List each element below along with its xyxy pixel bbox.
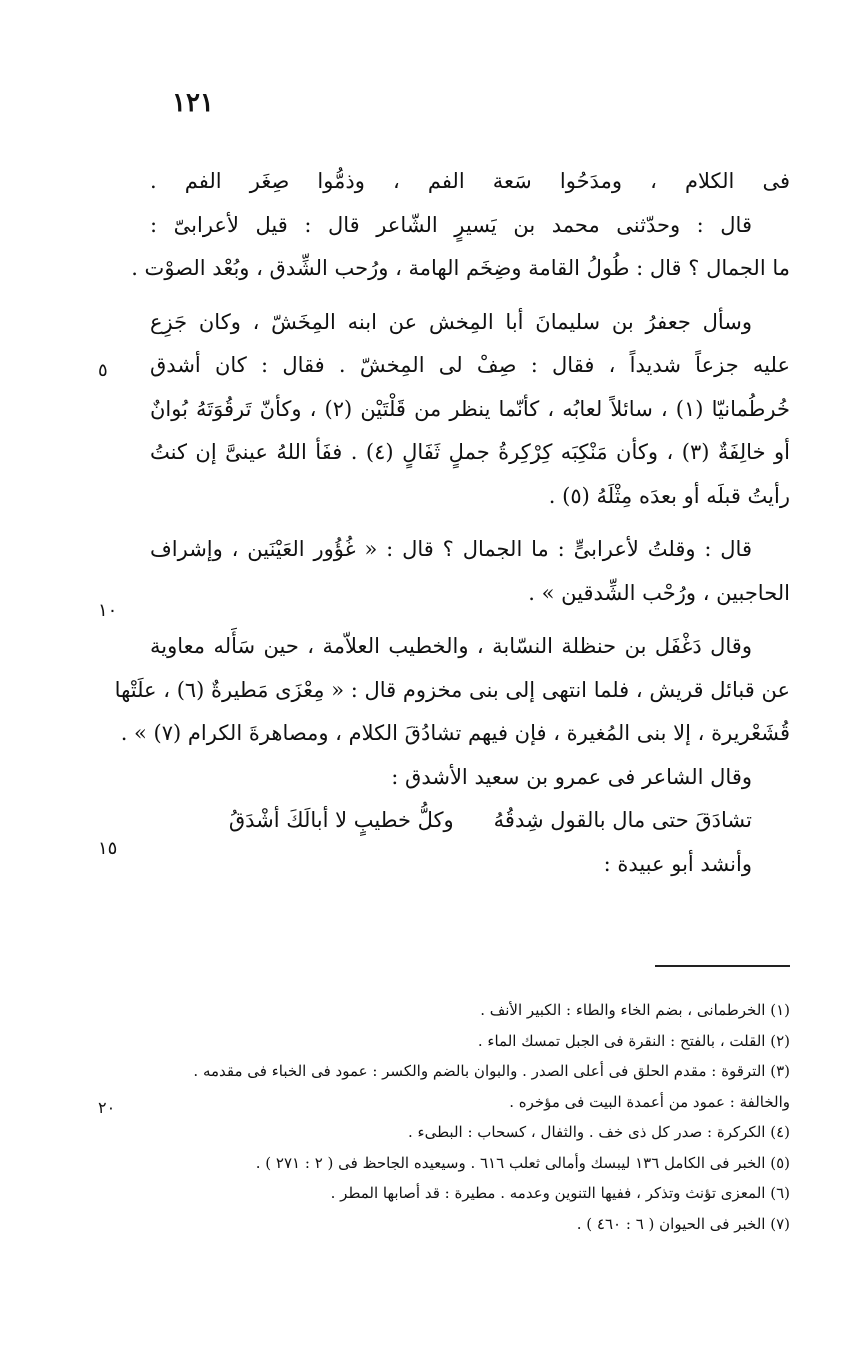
footnote: (٥) الخبر فى الكامل ١٣٦ ليبسك وأمالى ثعلب ٦١٦ . وسيعيده الجاحظ فى ( ٢ : ٢٧١ ) . bbox=[255, 1153, 790, 1172]
text-line: قال : وقلتُ لأعرابىٍّ : ما الجمال ؟ قال : « غُؤُور العَيْنَين ، وإشراف bbox=[150, 537, 752, 561]
footnote: (٣) الترقوة : مقدم الحلق فى أعلى الصدر . والبوان بالضم والكسر : عمود فى الخباء فى مقدمه . bbox=[193, 1062, 790, 1080]
footnote: (١) الخرطمانى ، بضم الخاء والطاء : الكبير الأنف . bbox=[480, 1001, 790, 1019]
page-number: ١٢١ bbox=[172, 88, 214, 118]
text-line: قال : وحدّثنى محمد بن يَسيرٍ الشّاعر قال : قيل لأعرابىّ : bbox=[150, 212, 752, 237]
verse-second-hemistich: وكلُّ خطيبٍ لا أبالَكَ أشْدَقُ bbox=[228, 808, 454, 832]
footnote: (٤) الكركرة : صدر كل ذى خف . والثفال ، كسحاب : البطىء . bbox=[408, 1123, 790, 1141]
line-number-5: ٥ bbox=[98, 360, 108, 381]
verse bbox=[150, 799, 790, 843]
footnote-continuation: والخالفة : عمود من أعمدة البيت فى مؤخره . bbox=[509, 1092, 790, 1111]
text-line: وقال الشاعر فى عمرو بن سعيد الأشدق : bbox=[391, 764, 752, 789]
footnote: (٦) المعزى تؤنث وتذكر ، ففيها التنوين وعدمه . مطيرة : قد أصابها المطر . bbox=[330, 1184, 790, 1202]
text-line: عن قبائل قريش ، فلما انتهى إلى بنى مخزوم قال : « مِعْزَى مَطيرةٌ (٦) ، علَتْها bbox=[114, 677, 790, 702]
footnote-separator bbox=[655, 965, 790, 967]
footnote: (٧) الخبر فى الحيوان ( ٦ : ٤٦٠ ) . bbox=[576, 1214, 790, 1233]
footnote: (٢) القلت ، بالفتح : النقرة فى الجبل تمسك الماء . bbox=[477, 1031, 790, 1050]
text-line: أو خالِفَةٌ (٣) ، وكأن مَنْكِبَه كِرْكِرةُ جملٍ ثَفَالٍ (٤) . ففَأ اللهُ عينىَّ إن كنتُ bbox=[150, 440, 790, 464]
line-number-15: ١٥ bbox=[98, 838, 118, 859]
text-line: قُشَعْريرة ، إلا بنى المُغيرة ، فإن فيهم تشادُقَ الكلام ، ومصاهرةَ الكرام (٧) » . bbox=[120, 721, 790, 745]
text-line: رأيتُ قبلَه أو بعدَه مِثْلَهُ (٥) . bbox=[548, 483, 790, 508]
text-line: وأنشد أبو عبيدة : bbox=[603, 851, 752, 876]
body-text bbox=[114, 160, 790, 886]
line-number-20: ٢٠ bbox=[98, 1098, 116, 1117]
text-line: وسأل جعفرُ بن سليمانَ أبا المِخش عن ابنه المِخَشّ ، وكان جَزِع bbox=[150, 309, 752, 334]
line-number-10: ١٠ bbox=[98, 600, 118, 621]
text-line: عليه جزعاً شديداً ، فقال : صِفْ لى المِخشّ . فقال : كان أشدق bbox=[150, 353, 790, 377]
text-line: وقال دَغْفَل بن حنظلة النسّابة ، والخطيب العلاّمة ، حين سَأَله معاوية bbox=[150, 634, 752, 658]
text-line: ما الجمال ؟ قال : طُولُ القامة وضِخَم الهامة ، ورُحب الشِّدق ، وبُعْد الصوْت . bbox=[131, 256, 790, 280]
text-line: فى الكلام ، ومدَحُوا سَعة الفم ، وذمُّوا صِغَر الفم . bbox=[150, 169, 790, 193]
text-line: خُرطُمانيّا (١) ، سائلاً لعابُه ، كأنّما ينظر من قَلْتَيْن (٢) ، وكأنّ تَرقُوَتَهُ بُوانٌ bbox=[150, 396, 790, 421]
footnotes bbox=[155, 995, 790, 1239]
text-line: الحاجبين ، ورُحْب الشِّدقين » . bbox=[528, 580, 790, 605]
verse-first-hemistich: تشادَقَ حتى مال بالقول شِدقُهُ bbox=[493, 808, 752, 832]
